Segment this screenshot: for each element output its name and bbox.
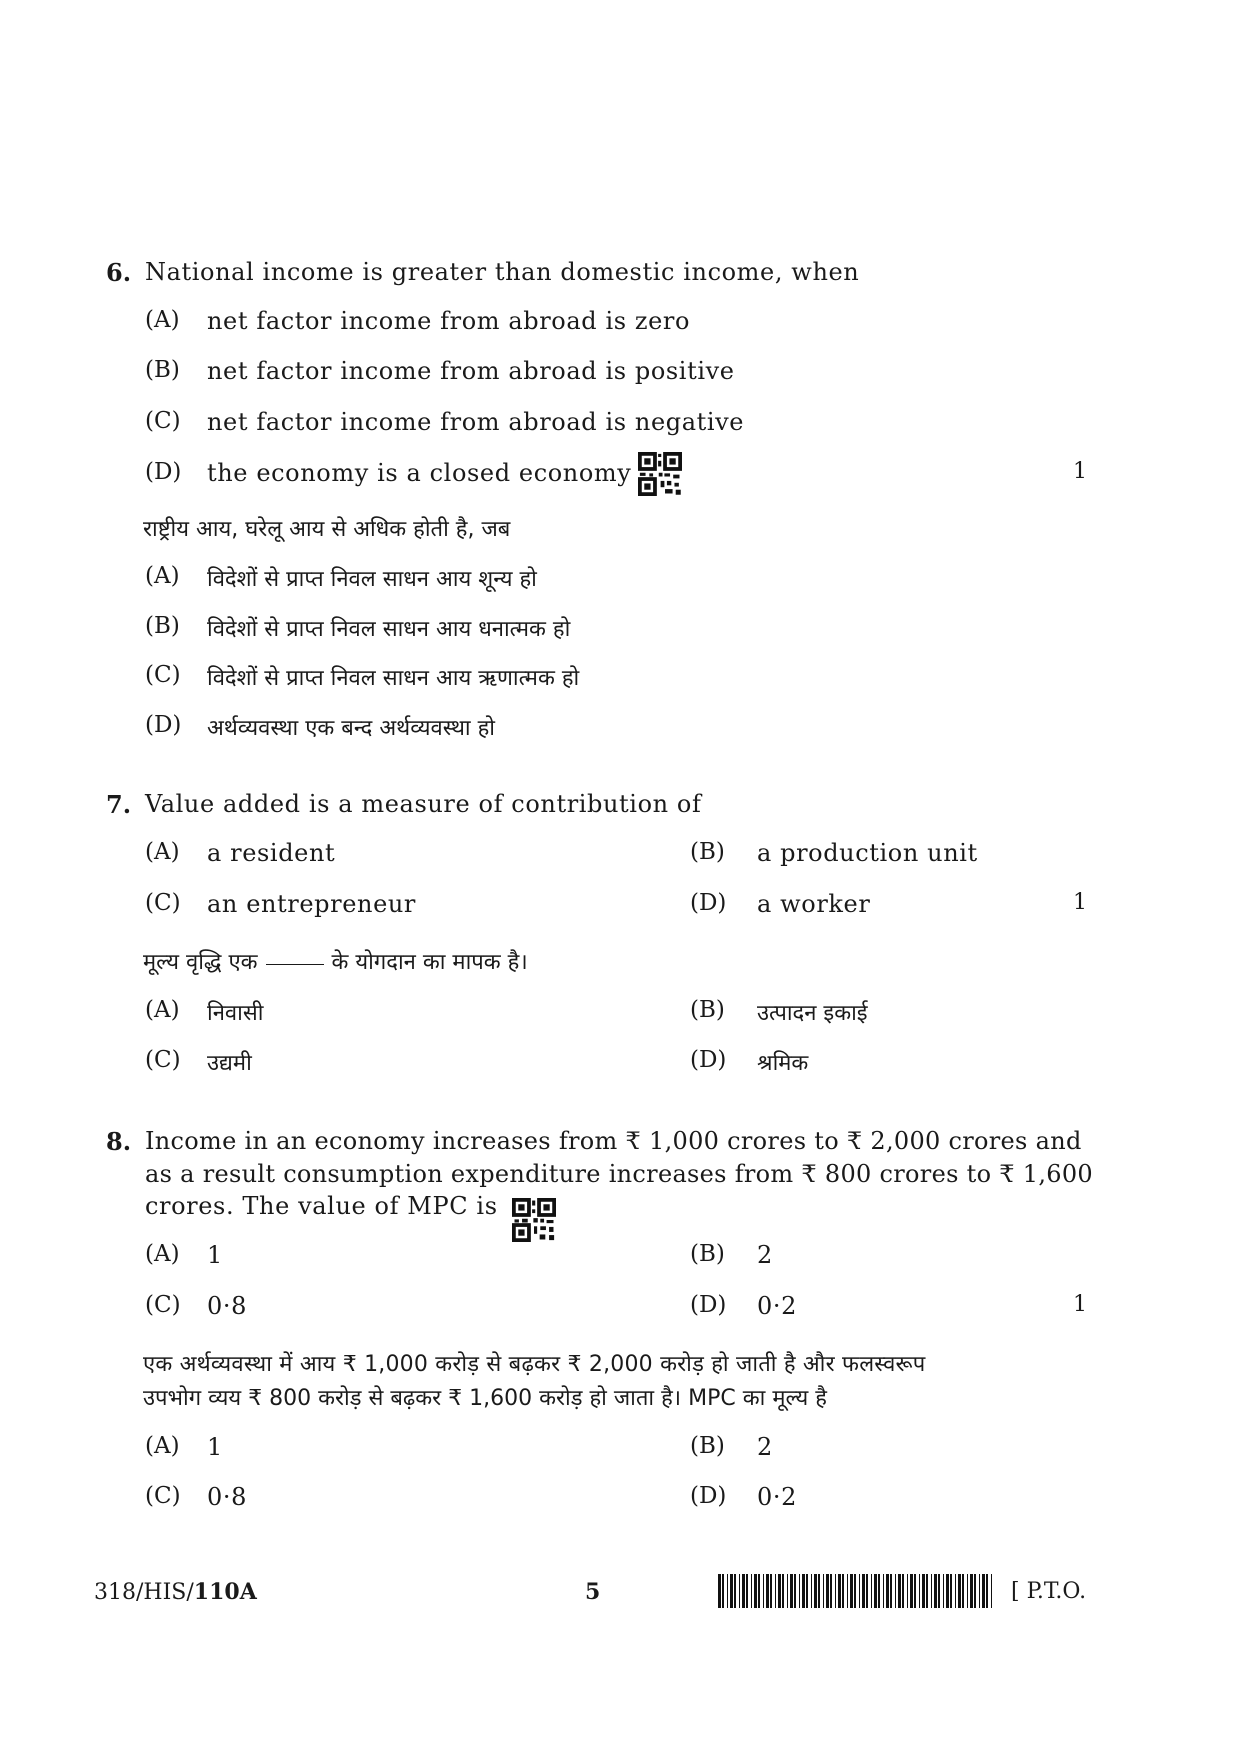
barcode-bar: [991, 1574, 992, 1608]
q8-option-d-label: (D): [690, 1292, 727, 1318]
q7-option-c-text: an entrepreneur: [207, 890, 417, 918]
q8-hi-option-a-label: (A): [145, 1433, 180, 1459]
barcode-bar: [878, 1574, 880, 1608]
barcode-bar: [818, 1574, 820, 1608]
q7-hi-text-before: मूल्य वृद्धि एक: [143, 950, 258, 975]
barcode-bar: [910, 1574, 913, 1608]
barcode-bar: [835, 1574, 836, 1608]
question-7-text-hi: [143, 946, 528, 976]
paper-code-prefix: 318/HIS/: [94, 1580, 194, 1605]
q7-option-d-text: a worker: [757, 890, 871, 918]
q8-marks: 1: [1073, 1292, 1087, 1317]
barcode-bar: [746, 1574, 748, 1608]
barcode-bar: [806, 1574, 808, 1608]
barcode-bar: [734, 1574, 736, 1608]
q7-option-b-label: (B): [690, 839, 725, 865]
barcode-bar: [871, 1574, 872, 1608]
barcode-bar: [967, 1574, 968, 1608]
qr-code-icon[interactable]: [512, 1198, 556, 1242]
q6-marks: 1: [1073, 459, 1087, 484]
barcode-bar: [814, 1574, 817, 1608]
fill-in-blank: [266, 964, 324, 965]
q6-hi-option-a-label: (A): [145, 563, 180, 589]
barcode-bar: [931, 1574, 932, 1608]
q8-option-a-text: 1: [207, 1241, 223, 1269]
barcode-bar: [974, 1574, 976, 1608]
barcode-bar: [938, 1574, 940, 1608]
barcode-bar: [883, 1574, 884, 1608]
q8-hi-option-d-label: (D): [690, 1483, 727, 1509]
barcode-bar: [790, 1574, 793, 1608]
barcode-bar: [862, 1574, 865, 1608]
question-8-text-line-3: crores. The value of MPC is: [145, 1192, 498, 1220]
question-7-text-en: Value added is a measure of contribution of: [145, 790, 702, 818]
q6-option-d-label: (D): [145, 459, 182, 485]
barcode-bar: [754, 1574, 757, 1608]
q6-hi-option-d-text: अर्थव्यवस्था एक बन्द अर्थव्यवस्था हो: [207, 716, 495, 741]
barcode-bar: [902, 1574, 904, 1608]
barcode-bar: [946, 1574, 949, 1608]
q8-option-c-text: 0·8: [207, 1292, 247, 1320]
q7-hi-option-a-text: निवासी: [207, 1001, 264, 1026]
q6-option-c-text: net factor income from abroad is negative: [207, 408, 745, 436]
barcode-bar: [830, 1574, 832, 1608]
q7-option-c-label: (C): [145, 890, 181, 916]
q7-hi-option-d-label: (D): [690, 1047, 727, 1073]
paper-code: [94, 1579, 257, 1605]
barcode-bar: [958, 1574, 961, 1608]
q6-option-d-text: the economy is a closed economy: [207, 459, 632, 487]
barcode-bar: [730, 1574, 733, 1608]
q7-hi-option-c-text: उद्यमी: [207, 1051, 252, 1076]
barcode-bar: [838, 1574, 841, 1608]
q6-option-c-label: (C): [145, 408, 181, 434]
q7-hi-option-b-text: उत्पादन इकाई: [757, 1001, 868, 1026]
barcode-bar: [919, 1574, 920, 1608]
barcode-bar: [890, 1574, 892, 1608]
barcode-bar: [970, 1574, 973, 1608]
barcode-bar: [751, 1574, 752, 1608]
q8-option-b-text: 2: [757, 1241, 773, 1269]
q6-hi-option-b-label: (B): [145, 613, 180, 639]
barcode-bar: [770, 1574, 772, 1608]
q8-option-b-label: (B): [690, 1241, 725, 1267]
q7-option-d-label: (D): [690, 890, 727, 916]
q8-hi-option-b-label: (B): [690, 1433, 725, 1459]
q7-option-a-text: a resident: [207, 839, 336, 867]
paper-code-bold: 110A: [193, 1579, 257, 1605]
question-8-number: 8.: [106, 1127, 132, 1156]
barcode-bar: [826, 1574, 829, 1608]
q7-marks: 1: [1073, 890, 1087, 915]
barcode-bar: [782, 1574, 784, 1608]
q8-hi-option-c-text: 0·8: [207, 1483, 247, 1511]
barcode-bar: [854, 1574, 856, 1608]
question-8-text-line-2: as a result consumption expenditure increases from ₹ 800 crores to ₹ 1,600: [145, 1160, 1093, 1188]
barcode-bar: [842, 1574, 844, 1608]
barcode-bar: [914, 1574, 916, 1608]
barcode-bar: [794, 1574, 796, 1608]
q8-hi-option-c-label: (C): [145, 1483, 181, 1509]
barcode-bar: [943, 1574, 944, 1608]
qr-code-icon[interactable]: [638, 452, 682, 496]
barcode-bar: [982, 1574, 985, 1608]
barcode-bar: [874, 1574, 877, 1608]
barcode-bar: [811, 1574, 812, 1608]
barcode-bar: [775, 1574, 776, 1608]
barcode-bar: [718, 1574, 721, 1608]
question-6-text-en: National income is greater than domestic income, when: [145, 258, 860, 286]
barcode-bar: [727, 1574, 728, 1608]
q8-hi-option-b-text: 2: [757, 1433, 773, 1461]
q6-option-b-label: (B): [145, 357, 180, 383]
question-6-number: 6.: [106, 258, 132, 287]
question-8-text-hi-line-1: एक अर्थव्यवस्था में आय ₹ 1,000 करोड़ से बढ़कर ₹ 2,000 करोड़ हो जाती है और फलस्वरूप: [143, 1352, 926, 1377]
barcode-bar: [979, 1574, 980, 1608]
q7-option-a-label: (A): [145, 839, 180, 865]
barcode-bar: [766, 1574, 769, 1608]
barcode-bar: [823, 1574, 824, 1608]
barcode-bar: [763, 1574, 764, 1608]
q7-hi-option-d-text: श्रमिक: [757, 1051, 809, 1076]
barcode-bar: [922, 1574, 925, 1608]
barcode-bar: [859, 1574, 860, 1608]
barcode-bar: [866, 1574, 868, 1608]
q6-option-b-text: net factor income from abroad is positive: [207, 357, 735, 385]
q6-hi-option-c-label: (C): [145, 662, 181, 688]
barcode-bar: [886, 1574, 889, 1608]
barcode-bar: [950, 1574, 952, 1608]
q6-option-a-text: net factor income from abroad is zero: [207, 307, 691, 335]
barcode-bar: [787, 1574, 788, 1608]
barcode-bar: [847, 1574, 848, 1608]
question-8-text-line-1: Income in an economy increases from ₹ 1,000 crores to ₹ 2,000 crores and: [145, 1127, 1082, 1155]
barcode-bar: [955, 1574, 956, 1608]
barcode-bar: [722, 1574, 724, 1608]
barcode-bar: [962, 1574, 964, 1608]
barcode-bar: [907, 1574, 908, 1608]
question-8-text-hi-line-2: उपभोग व्यय ₹ 800 करोड़ से बढ़कर ₹ 1,600 करोड़ हो जाता है। MPC का मूल्य है: [143, 1386, 827, 1411]
q7-hi-option-c-label: (C): [145, 1047, 181, 1073]
q7-hi-option-a-label: (A): [145, 997, 180, 1023]
q6-hi-option-c-text: विदेशों से प्राप्त निवल साधन आय ऋणात्मक हो: [207, 666, 580, 691]
barcode-bar: [739, 1574, 740, 1608]
q8-option-a-label: (A): [145, 1241, 180, 1267]
q6-option-a-label: (A): [145, 307, 180, 333]
barcode-bar: [934, 1574, 937, 1608]
q7-option-b-text: a production unit: [757, 839, 978, 867]
question-6-text-hi: राष्ट्रीय आय, घरेलू आय से अधिक होती है, जब: [143, 517, 511, 542]
q6-hi-option-a-text: विदेशों से प्राप्त निवल साधन आय शून्य हो: [207, 567, 537, 592]
barcode-bar: [802, 1574, 805, 1608]
q7-hi-text-after: के योगदान का मापक है।: [331, 950, 528, 975]
barcode-bar: [778, 1574, 781, 1608]
pto-label: [ P.T.O.: [1011, 1579, 1087, 1604]
q8-hi-option-d-text: 0·2: [757, 1483, 797, 1511]
q8-option-c-label: (C): [145, 1292, 181, 1318]
barcode-bar: [898, 1574, 901, 1608]
q6-hi-option-d-label: (D): [145, 712, 182, 738]
q8-hi-option-a-text: 1: [207, 1433, 223, 1461]
question-7-number: 7.: [106, 790, 132, 819]
q7-hi-option-b-label: (B): [690, 997, 725, 1023]
barcode-bar: [926, 1574, 928, 1608]
q8-option-d-text: 0·2: [757, 1292, 797, 1320]
barcode-bar: [850, 1574, 853, 1608]
barcode-bar: [799, 1574, 800, 1608]
barcode-bar: [758, 1574, 760, 1608]
barcode-bar: [742, 1574, 745, 1608]
q6-hi-option-b-text: विदेशों से प्राप्त निवल साधन आय धनात्मक हो: [207, 617, 571, 642]
page-number: 5: [585, 1579, 601, 1605]
barcode-bar: [895, 1574, 896, 1608]
barcode-bar: [986, 1574, 988, 1608]
barcode-icon: [718, 1574, 995, 1608]
